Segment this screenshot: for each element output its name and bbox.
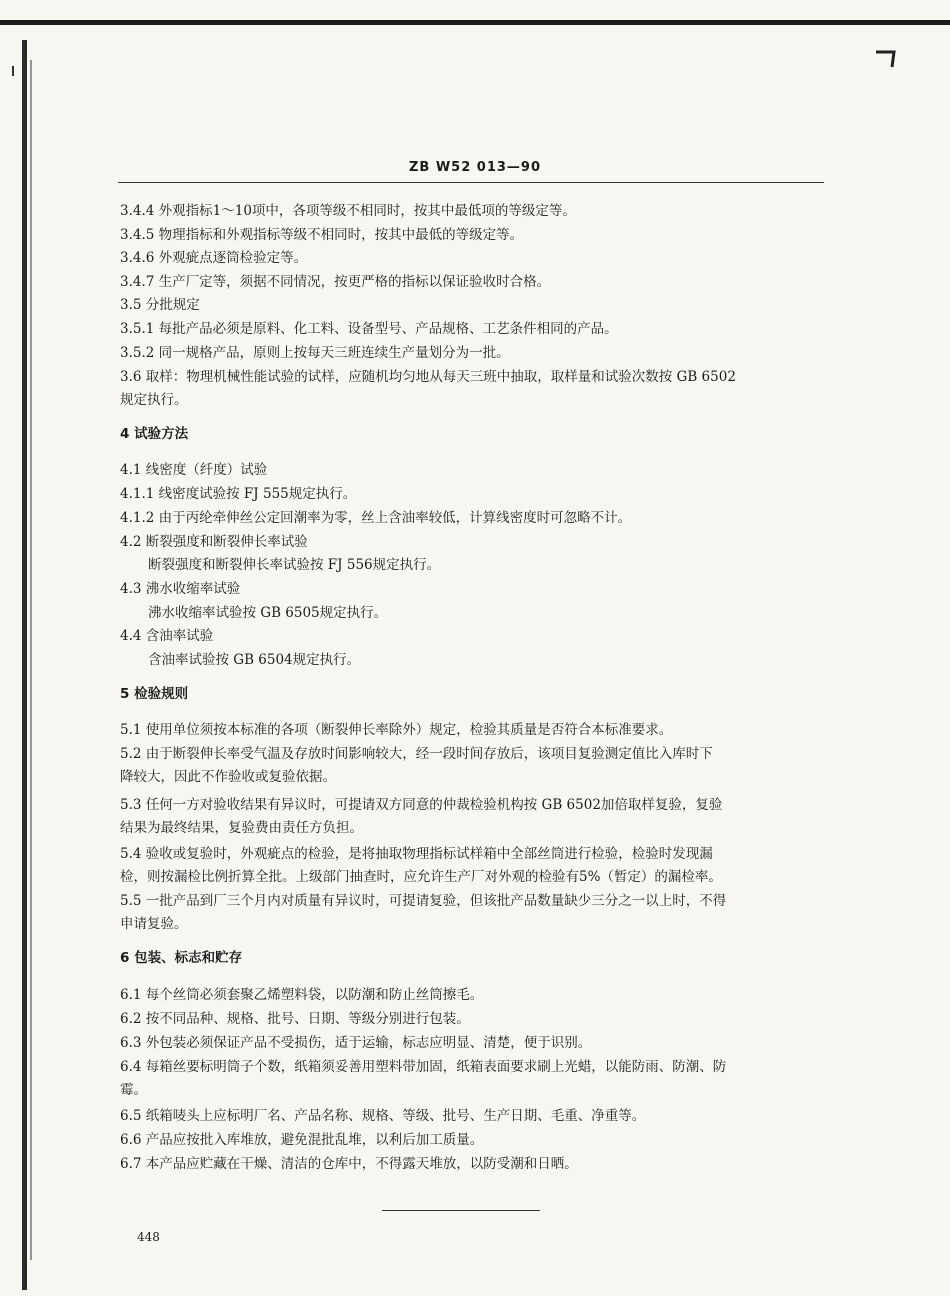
clause-5-5: 5.5 一批产品到厂三个月内对质量有异议时，可提请复验，但该批产品数量缺少三分之一以上时，不得 [120, 893, 727, 909]
clause-4-4-body: 含油率试验按 GB 6504规定执行。 [148, 652, 361, 668]
clause-3-6-cont: 规定执行。 [120, 392, 188, 408]
clause-4-1: 4.1 线密度（纤度）试验 [120, 462, 268, 478]
clause-3-4-5: 3.4.5 物理指标和外观指标等级不相同时，按其中最低的等级定等。 [120, 227, 524, 243]
clause-5-3-cont: 结果为最终结果，复验费由责任方负担。 [120, 820, 363, 836]
clause-6-7: 6.7 本产品应贮藏在干燥、清洁的仓库中，不得露天堆放，以防受潮和日晒。 [120, 1156, 578, 1172]
clause-4-2-body: 断裂强度和断裂伸长率试验按 FJ 556规定执行。 [148, 557, 441, 573]
clause-6-6: 6.6 产品应按批入库堆放，避免混批乱堆，以利后加工质量。 [120, 1132, 484, 1148]
clause-6-3: 6.3 外包装必须保证产品不受损伤，适于运输，标志应明显、清楚，便于识别。 [120, 1035, 592, 1051]
clause-3-4-4: 3.4.4 外观指标1～10项中，各项等级不相同时，按其中最低项的等级定等。 [120, 203, 576, 219]
section-5-heading: 5 检验规则 [120, 686, 189, 702]
clause-4-4: 4.4 含油率试验 [120, 628, 214, 644]
clause-5-5-cont: 申请复验。 [120, 916, 188, 932]
scan-left-shadow [30, 60, 32, 1260]
clause-6-4-cont: 霉。 [120, 1082, 147, 1098]
scan-top-edge [0, 20, 950, 25]
clause-3-6: 3.6 取样：物理机械性能试验的试样，应随机均匀地从每天三班中抽取，取样量和试验次数按 GB 6502 [120, 369, 736, 385]
page-number: 448 [137, 1230, 160, 1244]
clause-5-4: 5.4 验收或复验时，外观疵点的检验，是将抽取物理指标试样箱中全部丝筒进行检验，检验时发现漏 [120, 846, 713, 862]
corner-fold-mark [876, 50, 896, 68]
clause-5-2: 5.2 由于断裂伸长率受气温及存放时间影响较大，经一段时间存放后，该项目复验测定值比入库时下 [120, 746, 713, 762]
scan-left-edge [22, 40, 27, 1290]
clause-3-4-6: 3.4.6 外观疵点逐筒检验定等。 [120, 250, 308, 266]
section-6-heading: 6 包装、标志和贮存 [120, 950, 243, 966]
clause-3-5-1: 3.5.1 每批产品必须是原料、化工料、设备型号、产品规格、工艺条件相同的产品。 [120, 321, 618, 337]
clause-3-5-2: 3.5.2 同一规格产品，原则上按每天三班连续生产量划分为一批。 [120, 345, 510, 361]
clause-6-5: 6.5 纸箱唛头上应标明厂名、产品名称、规格、等级、批号、生产日期、毛重、净重等。 [120, 1108, 646, 1124]
clause-5-3: 5.3 任何一方对验收结果有异议时，可提请双方同意的仲裁检验机构按 GB 6502加倍取样复验，复验 [120, 797, 723, 813]
footer-rule [382, 1210, 540, 1211]
clause-5-1: 5.1 使用单位须按本标准的各项（断裂伸长率除外）规定，检验其质量是否符合本标准要求。 [120, 722, 673, 738]
header-rule [118, 182, 824, 183]
section-4-heading: 4 试验方法 [120, 426, 189, 442]
clause-4-2: 4.2 断裂强度和断裂伸长率试验 [120, 534, 308, 550]
clause-3-4-7: 3.4.7 生产厂定等，须据不同情况，按更严格的指标以保证验收时合格。 [120, 274, 551, 290]
scan-left-mark [12, 66, 14, 76]
clause-3-5: 3.5 分批规定 [120, 297, 200, 313]
clause-6-1: 6.1 每个丝筒必须套聚乙烯塑料袋，以防潮和防止丝筒擦毛。 [120, 987, 484, 1003]
clause-4-3: 4.3 沸水收缩率试验 [120, 581, 241, 597]
clause-4-3-body: 沸水收缩率试验按 GB 6505规定执行。 [148, 605, 388, 621]
standard-code-header: ZB W52 013—90 [408, 160, 542, 175]
clause-6-4: 6.4 每箱丝要标明筒子个数，纸箱须妥善用塑料带加固，纸箱表面要求刷上光蜡，以能防雨、防潮、防 [120, 1059, 727, 1075]
clause-6-2: 6.2 按不同品种、规格、批号、日期、等级分别进行包装。 [120, 1011, 470, 1027]
clause-5-4-cont: 检，则按漏检比例折算全批。上级部门抽查时，应允许生产厂对外观的检验有5%（暂定）的漏检率。 [120, 869, 722, 885]
clause-4-1-2: 4.1.2 由于丙纶牵伸丝公定回潮率为零，丝上含油率较低，计算线密度时可忽略不计。 [120, 510, 632, 526]
clause-5-2-cont: 降较大，因此不作验收或复验依据。 [120, 769, 336, 785]
clause-4-1-1: 4.1.1 线密度试验按 FJ 555规定执行。 [120, 486, 357, 502]
